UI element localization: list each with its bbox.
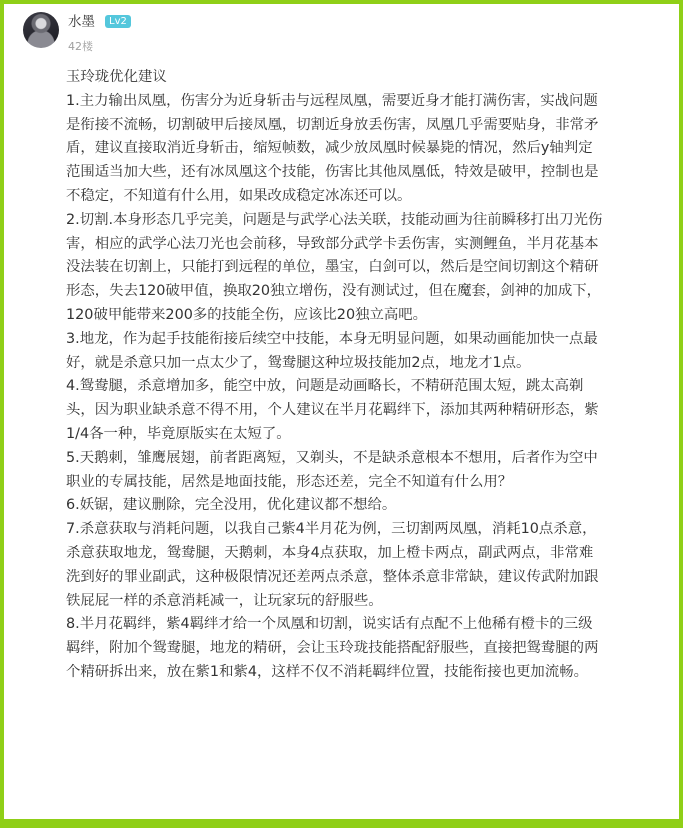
username[interactable]: 水墨 bbox=[68, 14, 95, 30]
content-line: 羁绊，附加个鸳鸯腿，地龙的精研，会让玉玲珑技能搭配舒服些，直接把鸳鸯腿的两 bbox=[66, 640, 599, 657]
content-line: 头，因为职业缺杀意不得不用，个人建议在半月花羁绊下，添加其两种精研形态，紫 bbox=[66, 402, 599, 419]
content-line: 好，就是杀意只加一点太少了，鸳鸯腿这种垃圾技能加2点，地龙才1点。 bbox=[66, 354, 531, 371]
content-line: 个精研拆出来，放在紫1和紫4，这样不仅不消耗羁绊位置，技能衔接也更加流畅。 bbox=[66, 663, 588, 680]
post-title: 玉玲珑优化建议 bbox=[66, 69, 167, 85]
content-line: 120破甲能带来200多的技能全伤，应该比20独立高吧。 bbox=[66, 306, 428, 323]
content-line: 盾，建议直接取消近身斩击，缩短帧数，减少放凤凰时候暴毙的情况，然后y轴判定 bbox=[66, 140, 593, 157]
content-line: 害，相应的武学心法刀光也会前移，导致部分武学卡丢伤害，实测鲤鱼，半月花基本 bbox=[66, 235, 599, 252]
content-line: 4.鸳鸯腿，杀意增加多，能空中放，问题是动画略长，不精研范围太短，跳太高剃 bbox=[66, 378, 584, 395]
content-line: 8.半月花羁绊，紫4羁绊才给一个凤凰和切割，说实话有点配不上他稀有橙卡的三级 bbox=[66, 616, 593, 633]
content-line: 职业的专属技能，居然是地面技能，形态还差，完全不知道有什么用？ bbox=[66, 473, 513, 490]
user-avatar[interactable] bbox=[23, 12, 59, 48]
content-line: 7.杀意获取与消耗问题，以我自己紫4半月花为例，三切割两凤凰，消耗10点杀意， bbox=[66, 521, 597, 538]
content-line: 形态，失去120破甲值，换取20独立增伤，没有测试过，但在魔套，剑神的加成下， bbox=[66, 283, 602, 300]
content-line: 是衔接不流畅，切割破甲后接凤凰，切割近身放丢伤害，凤凰几乎需要贴身，非常矛 bbox=[66, 116, 599, 133]
content-line: 范围适当加大些，还有冰凤凰这个技能，伤害比其他凤凰低，特效是破甲，控制也是 bbox=[66, 164, 599, 181]
content-line: 1.主力输出凤凰，伤害分为近身斩击与远程凤凰，需要近身才能打满伤害，实战问题 bbox=[66, 92, 598, 109]
post-content bbox=[66, 66, 666, 685]
content-line: 铁屁屁一样的杀意消耗减一，让玩家玩的舒服些。 bbox=[66, 592, 383, 609]
floor-number: 42楼 bbox=[68, 40, 93, 53]
content-line: 5.天鹅刺，雏鹰展翅，前者距离短，又剃头，不是缺杀意根本不想用，后者作为空中 bbox=[66, 449, 598, 466]
content-line: 没法装在切割上，只能打到远程的单位，墨宝，白剑可以，然后是空间切割这个精研 bbox=[66, 259, 599, 276]
content-line: 杀意获取地龙，鸳鸯腿，天鹅刺，本身4点获取，加上橙卡两点，副武两点，非常难 bbox=[66, 544, 594, 561]
content-line: 3.地龙，作为起手技能衔接后续空中技能，本身无明显问题，如果动画能加快一点最 bbox=[66, 330, 598, 347]
content-line: 不稳定，不知道有什么用，如果改成稳定冰冻还可以。 bbox=[66, 187, 412, 204]
content-line: 1/4各一种，毕竟原版实在太短了。 bbox=[66, 425, 291, 442]
level-badge: Lv2 bbox=[105, 15, 131, 28]
content-line: 2.切割.本身形态几乎完美，问题是与武学心法关联，技能动画为往前瞬移打出刀光伤 bbox=[66, 211, 603, 228]
content-line: 洗到好的罪业副武，这种极限情况还差两点杀意，整体杀意非常缺，建议传武附加跟 bbox=[66, 568, 599, 585]
content-line: 6.妖锯，建议删除，完全没用，优化建议都不想给。 bbox=[66, 497, 397, 514]
